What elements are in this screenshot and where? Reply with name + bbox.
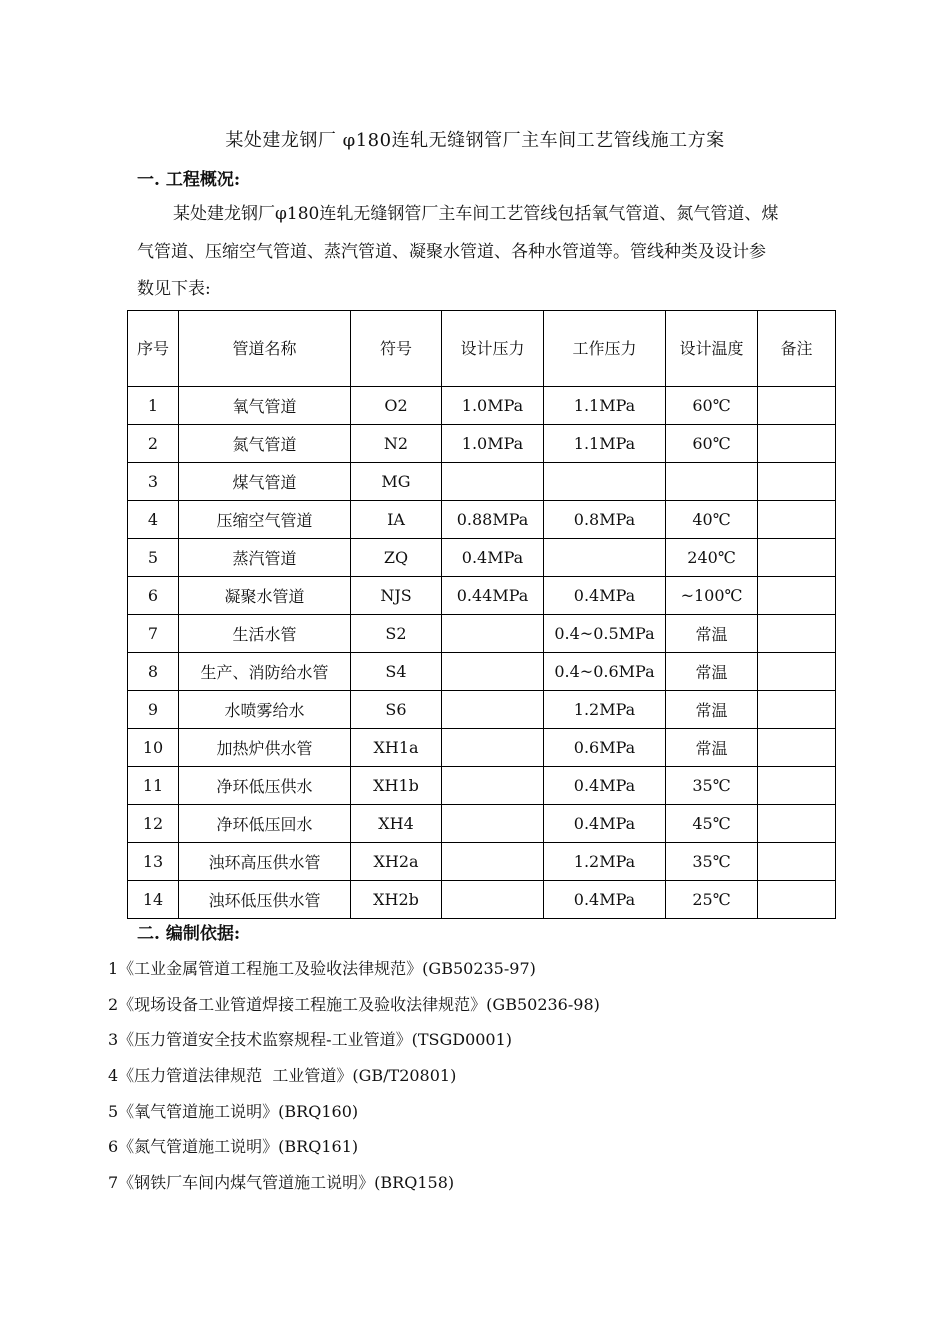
cell-working-pressure: 0.8MPa	[544, 501, 666, 539]
cell-design-temperature: 35℃	[666, 843, 758, 881]
header-symbol: 符号	[351, 311, 442, 387]
cell-symbol: XH2b	[351, 881, 442, 919]
cell-serial: 7	[128, 615, 179, 653]
reference-item: 7《钢铁厂车间内煤气管道施工说明》(BRQ158)	[108, 1173, 455, 1193]
cell-symbol: XH2a	[351, 843, 442, 881]
cell-working-pressure: 0.4MPa	[544, 577, 666, 615]
cell-working-pressure: 1.1MPa	[544, 425, 666, 463]
cell-remarks	[758, 691, 836, 729]
cell-remarks	[758, 653, 836, 691]
table-row	[128, 805, 836, 843]
document-title: 某处建龙钢厂 φ180连轧无缝钢管厂主车间工艺管线施工方案	[225, 130, 725, 151]
header-design-pressure: 设计压力	[442, 311, 544, 387]
cell-working-pressure: 0.6MPa	[544, 729, 666, 767]
reference-item: 2《现场设备工业管道焊接工程施工及验收法律规范》(GB50236-98)	[108, 994, 600, 1014]
reference-item: 3《压力管道安全技术监察规程-工业管道》(TSGD0001)	[108, 1030, 513, 1050]
cell-design-pressure	[442, 691, 544, 729]
cell-serial: 13	[128, 843, 179, 881]
table-row	[128, 843, 836, 881]
table-row	[128, 653, 836, 691]
paragraph-line: 气管道、压缩空气管道、蒸汽管道、凝聚水管道、各种水管道等。管线种类及设计参	[137, 242, 766, 262]
cell-remarks	[758, 501, 836, 539]
cell-working-pressure	[544, 539, 666, 577]
cell-working-pressure: 1.2MPa	[544, 843, 666, 881]
cell-pipe-name: 氧气管道	[179, 387, 351, 425]
cell-serial: 8	[128, 653, 179, 691]
cell-serial: 10	[128, 729, 179, 767]
header-pipe-name: 管道名称	[179, 311, 351, 387]
cell-design-pressure	[442, 653, 544, 691]
cell-symbol: ZQ	[351, 539, 442, 577]
header-working-pressure: 工作压力	[544, 311, 666, 387]
paragraph-line: 某处建龙钢厂φ180连轧无缝钢管厂主车间工艺管线包括氧气管道、氮气管道、煤	[173, 204, 779, 224]
cell-remarks	[758, 463, 836, 501]
cell-design-pressure: 0.44MPa	[442, 577, 544, 615]
cell-design-temperature: 60℃	[666, 425, 758, 463]
cell-pipe-name: 煤气管道	[179, 463, 351, 501]
table-row	[128, 387, 836, 425]
cell-remarks	[758, 767, 836, 805]
header-design-temperature: 设计温度	[666, 311, 758, 387]
cell-pipe-name: 凝聚水管道	[179, 577, 351, 615]
cell-design-pressure	[442, 881, 544, 919]
cell-working-pressure: 0.4MPa	[544, 805, 666, 843]
cell-design-temperature: 常温	[666, 691, 758, 729]
cell-symbol: N2	[351, 425, 442, 463]
cell-symbol: S2	[351, 615, 442, 653]
cell-serial: 4	[128, 501, 179, 539]
reference-item: 4《压力管道法律规范 工业管道》(GB/T20801)	[108, 1066, 457, 1086]
cell-serial: 1	[128, 387, 179, 425]
cell-pipe-name: 加热炉供水管	[179, 729, 351, 767]
reference-list	[108, 954, 600, 1204]
cell-working-pressure	[544, 463, 666, 501]
table-row	[128, 425, 836, 463]
cell-design-pressure	[442, 843, 544, 881]
cell-pipe-name: 净环低压供水	[179, 767, 351, 805]
cell-working-pressure: 0.4~0.6MPa	[544, 653, 666, 691]
cell-symbol: MG	[351, 463, 442, 501]
cell-serial: 2	[128, 425, 179, 463]
cell-design-temperature: 60℃	[666, 387, 758, 425]
paragraph-line: 数见下表:	[137, 279, 211, 299]
cell-remarks	[758, 577, 836, 615]
table-row	[128, 463, 836, 501]
cell-working-pressure: 0.4~0.5MPa	[544, 615, 666, 653]
cell-remarks	[758, 805, 836, 843]
cell-serial: 6	[128, 577, 179, 615]
reference-item: 1《工业金属管道工程施工及验收法律规范》(GB50235-97)	[108, 959, 536, 978]
section-1-heading: 一. 工程概况:	[137, 170, 241, 190]
cell-design-temperature: 45℃	[666, 805, 758, 843]
cell-working-pressure: 0.4MPa	[544, 881, 666, 919]
cell-symbol: O2	[351, 387, 442, 425]
cell-symbol: XH1b	[351, 767, 442, 805]
table-row	[128, 539, 836, 577]
cell-design-temperature: 常温	[666, 615, 758, 653]
table-row	[128, 767, 836, 805]
cell-pipe-name: 水喷雾给水	[179, 691, 351, 729]
cell-design-pressure	[442, 729, 544, 767]
table-row	[128, 691, 836, 729]
cell-remarks	[758, 881, 836, 919]
pipeline-parameter-table	[127, 310, 836, 919]
cell-working-pressure: 1.2MPa	[544, 691, 666, 729]
cell-symbol: NJS	[351, 577, 442, 615]
cell-symbol: IA	[351, 501, 442, 539]
cell-design-temperature: 常温	[666, 729, 758, 767]
cell-remarks	[758, 539, 836, 577]
cell-design-pressure	[442, 805, 544, 843]
cell-serial: 5	[128, 539, 179, 577]
cell-working-pressure: 0.4MPa	[544, 767, 666, 805]
cell-design-pressure: 1.0MPa	[442, 425, 544, 463]
header-remarks: 备注	[758, 311, 836, 387]
table-header-row	[128, 311, 836, 387]
cell-pipe-name: 氮气管道	[179, 425, 351, 463]
cell-remarks	[758, 729, 836, 767]
cell-remarks	[758, 843, 836, 881]
cell-design-pressure: 1.0MPa	[442, 387, 544, 425]
cell-design-temperature: ~100℃	[666, 577, 758, 615]
table-row	[128, 881, 836, 919]
table-row	[128, 729, 836, 767]
cell-symbol: XH4	[351, 805, 442, 843]
cell-remarks	[758, 387, 836, 425]
cell-pipe-name: 蒸汽管道	[179, 539, 351, 577]
cell-serial: 12	[128, 805, 179, 843]
header-serial: 序号	[128, 311, 179, 387]
table-row	[128, 615, 836, 653]
cell-design-temperature	[666, 463, 758, 501]
cell-design-pressure: 0.88MPa	[442, 501, 544, 539]
cell-design-pressure: 0.4MPa	[442, 539, 544, 577]
cell-symbol: S6	[351, 691, 442, 729]
reference-item: 5《氧气管道施工说明》(BRQ160)	[108, 1101, 359, 1121]
cell-design-pressure	[442, 463, 544, 501]
section-2-heading: 二. 编制依据:	[137, 924, 241, 944]
table-row	[128, 577, 836, 615]
cell-serial: 11	[128, 767, 179, 805]
cell-working-pressure: 1.1MPa	[544, 387, 666, 425]
cell-serial: 3	[128, 463, 179, 501]
cell-pipe-name: 净环低压回水	[179, 805, 351, 843]
cell-design-pressure	[442, 615, 544, 653]
reference-item: 6《氮气管道施工说明》(BRQ161)	[108, 1137, 359, 1157]
table-row	[128, 501, 836, 539]
cell-remarks	[758, 425, 836, 463]
cell-remarks	[758, 615, 836, 653]
cell-pipe-name: 浊环高压供水管	[179, 843, 351, 881]
cell-pipe-name: 生产、消防给水管	[179, 653, 351, 691]
cell-design-temperature: 240℃	[666, 539, 758, 577]
cell-symbol: XH1a	[351, 729, 442, 767]
cell-design-temperature: 35℃	[666, 767, 758, 805]
cell-serial: 14	[128, 881, 179, 919]
cell-design-pressure	[442, 767, 544, 805]
cell-design-temperature: 40℃	[666, 501, 758, 539]
cell-design-temperature: 25℃	[666, 881, 758, 919]
cell-design-temperature: 常温	[666, 653, 758, 691]
cell-pipe-name: 生活水管	[179, 615, 351, 653]
cell-pipe-name: 压缩空气管道	[179, 501, 351, 539]
cell-serial: 9	[128, 691, 179, 729]
cell-symbol: S4	[351, 653, 442, 691]
cell-pipe-name: 浊环低压供水管	[179, 881, 351, 919]
